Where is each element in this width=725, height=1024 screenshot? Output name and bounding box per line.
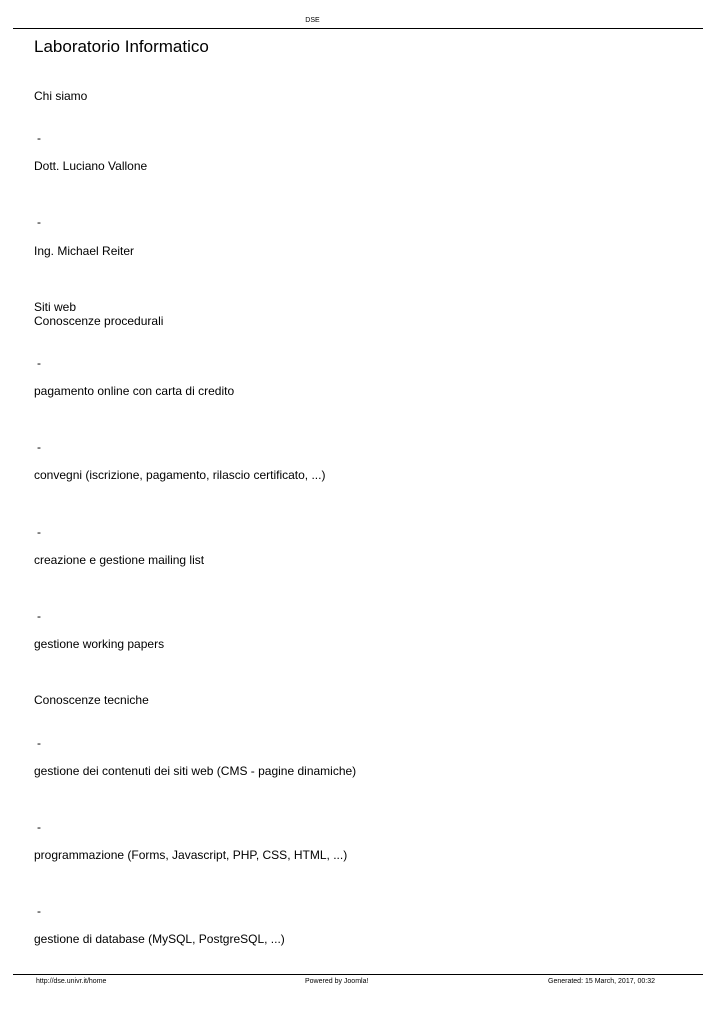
tecniche-item: gestione dei contenuti dei siti web (CMS - pagine dinamiche) [34,764,357,778]
list-bullet: - [37,820,41,834]
list-bullet: - [37,215,41,229]
footer-powered-by: Powered by Joomla! [305,978,369,985]
siti-web-heading: Siti web [34,300,77,314]
tecniche-item: programmazione (Forms, Javascript, PHP, CSS, HTML, ...) [34,848,348,862]
list-bullet: - [37,440,41,454]
list-bullet: - [37,356,41,370]
list-bullet: - [37,736,41,750]
header-divider [13,28,703,29]
tecniche-heading: Conoscenze tecniche [34,693,149,707]
procedurali-item: convegni (iscrizione, pagamento, rilascio certificato, ...) [34,468,326,482]
footer-divider [13,974,703,975]
footer-generated-date: Generated: 15 March, 2017, 00:32 [548,978,656,985]
tecniche-item: gestione di database (MySQL, PostgreSQL, ...) [34,932,285,946]
footer-url: http://dse.univr.it/home [36,978,107,985]
procedurali-heading: Conoscenze procedurali [34,314,164,328]
header-site-name: DSE [305,17,320,24]
procedurali-item: pagamento online con carta di credito [34,384,235,398]
list-bullet: - [37,609,41,623]
procedurali-item: creazione e gestione mailing list [34,553,205,567]
chi-siamo-heading: Chi siamo [34,89,88,103]
page-title: Laboratorio Informatico [34,37,209,56]
list-bullet: - [37,131,41,145]
list-bullet: - [37,525,41,539]
staff-item: Dott. Luciano Vallone [34,159,148,173]
list-bullet: - [37,904,41,918]
staff-item: Ing. Michael Reiter [34,244,135,258]
procedurali-item: gestione working papers [34,637,165,651]
